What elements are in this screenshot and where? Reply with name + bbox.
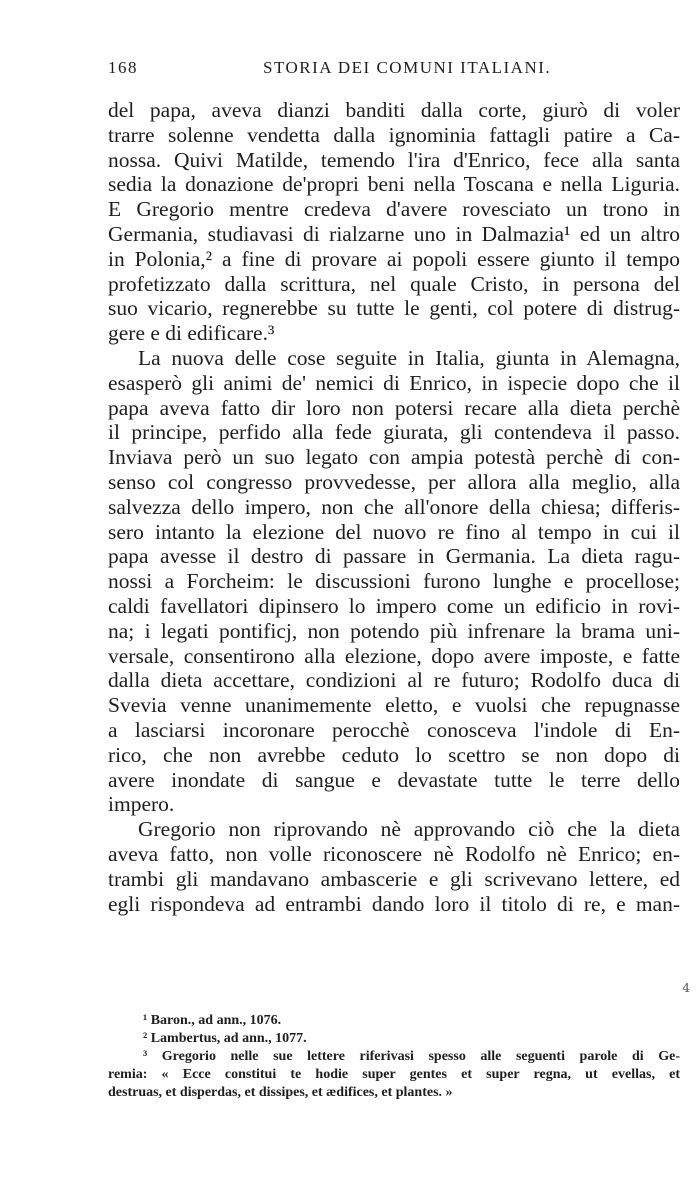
- text-line: sero intanto la elezione del nuovo re fino al tempo in cui il: [108, 519, 680, 544]
- text-line: dalla dieta accettare, condizioni al re futuro; Rodolfo duca di: [108, 668, 680, 693]
- text-line: egli rispondeva ad entrambi dando loro il titolo di re, e man-: [108, 891, 680, 916]
- text-line: a lasciarsi incoronare perocchè conosceva l'indole di En-: [108, 717, 680, 742]
- text-line: il principe, perfido alla fede giurata, gli contendeva il passo.: [108, 420, 680, 445]
- text-line: senso col congresso provvedesse, per allora alla meglio, alla: [108, 469, 680, 494]
- text-line: versale, consentirono alla elezione, dopo avere imposte, e fatte: [108, 643, 680, 668]
- footnote-3-continued: remia: « Ecce constitui te hodie super gentes et super regna, ut evellas, et: [108, 1067, 680, 1082]
- text-line: Inviava però un suo legato con ampia potestà perchè di con-: [108, 445, 680, 470]
- text-line: impero.: [108, 792, 175, 817]
- text-line: trarre solenne vendetta dalla ignominia fattagli patire a Ca-: [108, 122, 680, 147]
- running-title: STORIA DEI COMUNI ITALIANI.: [263, 58, 552, 77]
- text-line: suo vicario, regnerebbe su tutte le genti, col potere di distrug-: [108, 296, 680, 321]
- page-header: [108, 58, 680, 98]
- page-number: 168: [108, 58, 138, 77]
- text-line: Germania, studiavasi di rialzarne uno in Dalmazia¹ ed un altro: [108, 221, 680, 246]
- text-line: salvezza dello impero, non che all'onore della chiesa; differis-: [108, 494, 680, 519]
- text-line: caldi favellatori dipinsero lo impero come un edificio in rovi-: [108, 593, 680, 618]
- main-text: [108, 98, 680, 916]
- text-line: na; i legati pontificj, non potendo più infrenare la brama uni-: [108, 618, 680, 643]
- text-line: del papa, aveva dianzi banditi dalla corte, giurò di voler: [108, 98, 680, 122]
- text-line: papa aveva fatto dir loro non potersi recare alla dieta perchè: [108, 395, 680, 420]
- footnotes: [108, 1012, 680, 1102]
- text-line: papa avesse il destro di passare in Germania. La dieta ragu-: [108, 544, 680, 569]
- text-line: Svevia venne unanimemente eletto, e vuolsi che repugnasse: [108, 693, 680, 718]
- footnote-3-end: destruas, et disperdas, et dissipes, et ædifices, et plantes. »: [108, 1085, 453, 1100]
- footnote-2: ² Lambertus, ad ann., 1077.: [143, 1031, 307, 1046]
- text-line: gere e di edificare.³: [108, 321, 275, 346]
- text-line: E Gregorio mentre credeva d'avere rovesciato un trono in: [108, 197, 680, 222]
- text-line: profetizzato dalla scrittura, nel quale Cristo, in persona del: [108, 271, 680, 296]
- text-line: avere inondate di sangue e devastate tutte le terre dello: [108, 767, 680, 792]
- text-line: Gregorio non riprovando nè approvando ciò che la dieta: [138, 817, 680, 842]
- text-line: trambi gli mandavano ambascerie e gli scrivevano lettere, ed: [108, 866, 680, 891]
- signature-mark: 4: [682, 981, 690, 995]
- text-line: aveva fatto, non volle riconoscere nè Rodolfo nè Enrico; en-: [108, 841, 680, 866]
- text-line: sedia la donazione de'propri beni nella Toscana e nella Liguria.: [108, 172, 680, 197]
- text-line: La nuova delle cose seguite in Italia, giunta in Alemagna,: [138, 345, 680, 370]
- text-line: esasperò gli animi de' nemici di Enrico, in ispecie dopo che il: [108, 370, 680, 395]
- text-line: in Polonia,² a fine di provare ai popoli essere giunto il tempo: [108, 246, 680, 271]
- text-line: nossi a Forcheim: le discussioni furono lunghe e procellose;: [108, 569, 680, 594]
- footnote-1: ¹ Baron., ad ann., 1076.: [143, 1013, 282, 1028]
- text-line: nossa. Quivi Matilde, temendo l'ira d'Enrico, fece alla santa: [108, 147, 680, 172]
- text-line: rico, che non avrebbe ceduto lo scettro se non dopo di: [108, 742, 680, 767]
- footnote-3: ³ Gregorio nelle sue lettere riferivasi spesso alle seguenti parole di Ge-: [143, 1049, 680, 1064]
